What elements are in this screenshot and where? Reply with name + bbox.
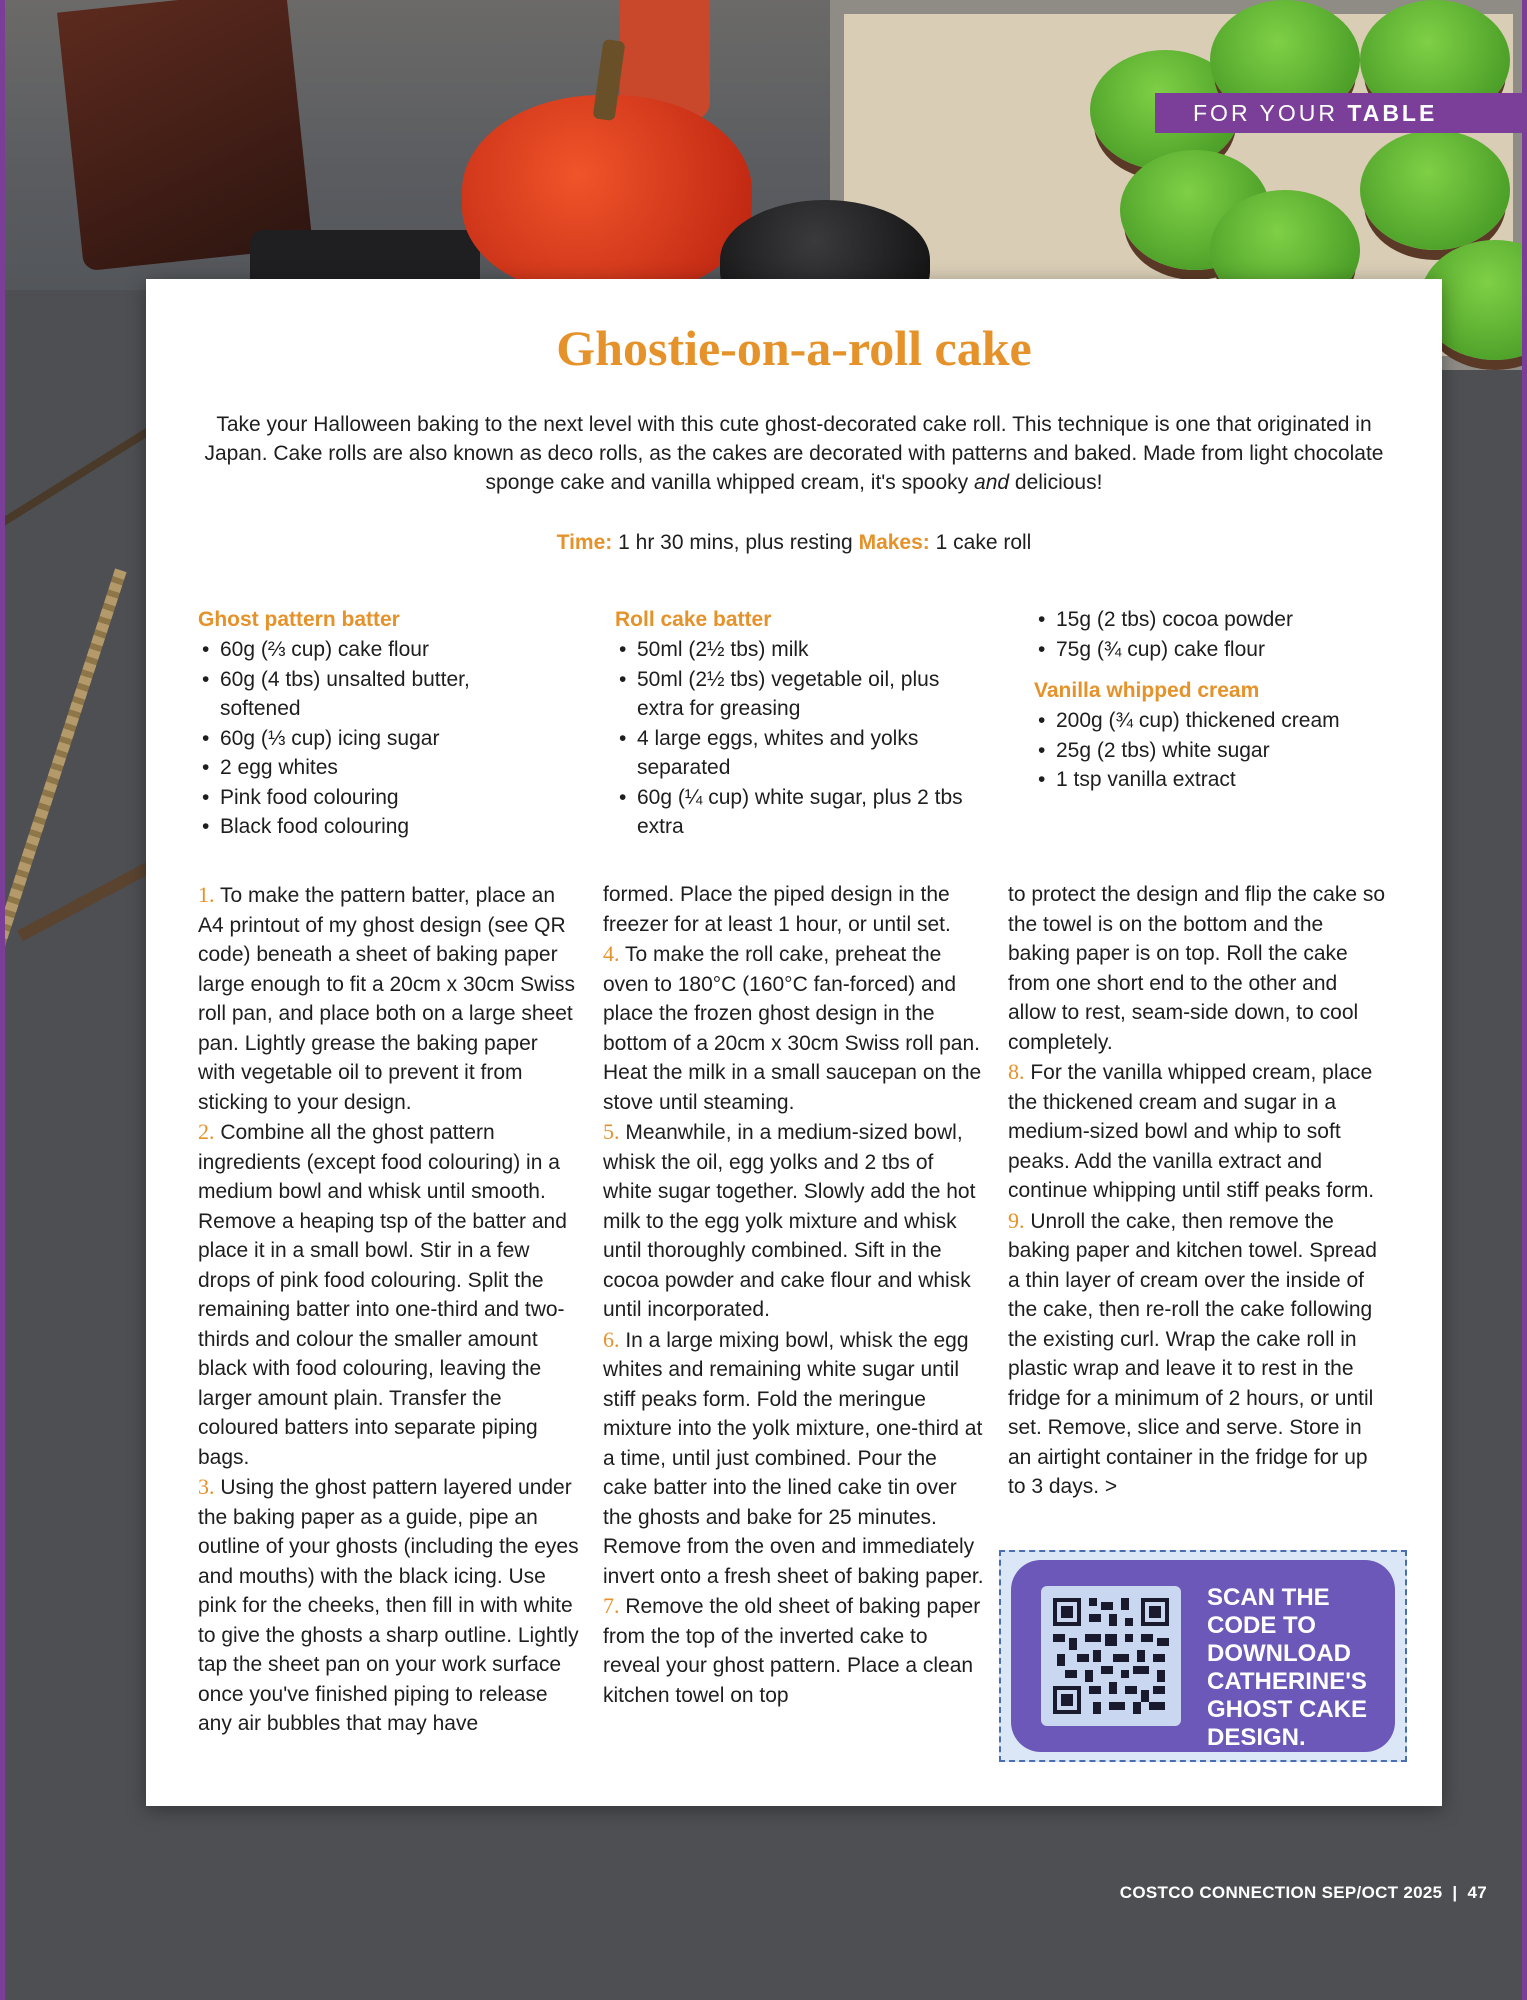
qr-text-line: DESIGN. [1207,1724,1306,1751]
qr-callout [999,1550,1407,1762]
intro-text: Take your Halloween baking to the next level with this cute ghost-decorated cake roll. This technique is one that originated in Japan. Cake rolls are also known as deco rolls, as the cakes are decorated with patterns and baked. Made from light chocolate sponge cake and vanilla whipped cream, it's spooky [204,413,1384,494]
step-number: 5. [603,1119,620,1144]
footer-separator: | [1452,1883,1458,1902]
page-number: 47 [1467,1883,1487,1902]
ingredient-item: • Black food colouring [198,812,528,842]
step-text: To make the pattern batter, place an A4 printout of my ghost design (see QR code) beneath a sheet of baking paper large enough to fit a 20cm x 30cm Swiss roll pan, and place both on a large sheet pan. Lightly grease the baking paper with vegetable oil to prevent it from sticking to your design. [198,884,576,1114]
ingredient-list-continued [1034,605,1394,664]
method-step [603,1591,985,1710]
method-step [603,1325,985,1592]
step-text: Unroll the cake, then remove the baking paper and kitchen towel. Spread a thin layer of cream over the inside of the cake, then re-roll the cake following the existing curl. Wrap the cake roll in plastic wrap and leave it to rest in the fridge for a minimum of 2 hours, or until set. Remove, slice and serve. Store in an airtight container in the fridge for up to 3 days. > [1008,1209,1377,1498]
method-step [603,880,985,939]
step-number: 3. [198,1474,215,1499]
recipe-title: Ghostie-on-a-roll cake [556,320,1032,376]
section-tab [1155,93,1527,133]
ingredient-list [1034,706,1394,795]
ingredient-item: • 50ml (2½ tbs) milk [615,635,975,665]
intro-emphasis: and [974,471,1010,494]
twig [17,856,164,942]
makes-value: 1 cake roll [935,531,1032,554]
qr-text-line: GHOST CAKE [1207,1696,1368,1723]
recipe-meta [146,531,1442,555]
page-edge [0,0,5,2000]
ingredient-list [615,635,975,842]
ingredient-heading: Ghost pattern batter [198,608,400,631]
green-cookie [1360,130,1510,250]
time-label: Time: [556,531,613,554]
ingredient-item: • 60g (⅓ cup) icing sugar [198,724,528,754]
ingredient-item: • 25g (2 tbs) white sugar [1034,736,1394,766]
step-number: 6. [603,1326,620,1352]
ingredients-col3 [1034,605,1394,795]
method-step [1008,880,1390,1057]
step-text: Combine all the ghost pattern ingredients (except food colouring) in a medium bowl and whisk until smooth. Remove a heaping tsp of the batter and place it in a small bowl. Stir in a few drops of pink food colouring. Split the remaining batter into one-third and two-thirds and colour the smaller amount black with food colouring, leaving the larger amount plain. Transfer the coloured batters into separate piping bags. [198,1121,567,1469]
page-edge [1522,0,1527,2000]
step-number: 1. [198,882,215,907]
qr-code-graphic [1053,1598,1169,1714]
qr-panel [1011,1560,1395,1752]
ingredient-item: • 1 tsp vanilla extract [1034,765,1394,795]
recipe-card [146,279,1442,1806]
ingredient-item: • 60g (¼ cup) white sugar, plus 2 tbs extra [615,783,975,842]
step-number: 2. [198,1119,215,1144]
step-text: Using the ghost pattern layered under the baking paper as a guide, pipe an outline of your ghosts (including the eyes and mouths) with the black icing. Use pink for the cheeks, then fill in with white to give the ghosts a sharp outline. Lightly tap the sheet pan on your work surface once you've finished piping to release any air bubbles that may have [198,1476,579,1735]
ingredient-item: • 4 large eggs, whites and yolks separated [615,724,975,783]
page-footer [1120,1883,1487,1903]
method-column-1 [198,880,580,1739]
section-tab-prefix: FOR YOUR [1193,100,1338,126]
method-step [198,1117,580,1472]
step-text: Remove the old sheet of baking paper from the top of the inverted cake to reveal your ghost pattern. Place a clean kitchen towel on top [603,1595,981,1707]
qr-text-line: CODE TO [1207,1612,1316,1639]
method-column-2 [603,880,985,1710]
step-text: For the vanilla whipped cream, place the thickened cream and sugar in a medium-sized bowl and whip to soft peaks. Add the vanilla extract and continue whipping until stiff peaks form. [1008,1061,1375,1202]
ingredients-ghost-pattern [198,605,528,842]
recipe-intro [196,410,1392,497]
time-value: 1 hr 30 mins, plus resting [618,531,853,554]
step-text: Meanwhile, in a medium-sized bowl, whisk the oil, egg yolks and 2 tbs of white sugar together. Slowly add the hot milk to the egg yolk mixture and whisk until thoroughly combined. Sift in the cocoa powder and cake flour and whisk until incorporated. [603,1121,976,1321]
step-number: 8. [1008,1059,1025,1084]
publication-name: COSTCO CONNECTION SEP/OCT 2025 [1119,1883,1443,1902]
step-text: to protect the design and flip the cake so the towel is on the bottom and the baking paper is on top. Roll the cake from one short end to the other and allow to rest, seam-side down, to cool completely. [1008,883,1386,1054]
makes-label: Makes: [858,531,930,554]
step-number: 7. [603,1593,620,1618]
ingredient-item: • 2 egg whites [198,753,528,783]
ingredient-heading: Roll cake batter [615,608,772,631]
qr-text-line: DOWNLOAD [1207,1640,1351,1667]
qr-instructions [1207,1584,1387,1752]
ingredient-item: • Pink food colouring [198,783,528,813]
ingredient-item: • 50ml (2½ tbs) vegetable oil, plus extra for greasing [615,665,975,724]
method-step [198,880,580,1117]
intro-text-end: delicious! [1009,471,1103,494]
method-step [1008,1206,1390,1502]
ingredient-item: • 200g (¾ cup) thickened cream [1034,706,1394,736]
step-number: 4. [603,941,620,966]
step-text: In a large mixing bowl, whisk the egg whites and remaining white sugar until stiff peaks form. Fold the meringue mixture into the yolk mixture, one-third at a time, until just combined. Pour the cake batter into the lined cake tin over the ghosts and bake for 25 minutes. Remove from the oven and immediately invert onto a fresh sheet of baking paper. [603,1328,984,1588]
qr-code-icon[interactable] [1041,1586,1181,1726]
step-text: formed. Place the piped design in the freezer for at least 1 hour, or until set. [603,883,951,936]
qr-text-line: SCAN THE [1207,1584,1330,1611]
ingredient-list [198,635,528,842]
method-step [198,1472,580,1739]
qr-text-line: CATHERINE'S [1207,1668,1367,1695]
ingredient-item: • 15g (2 tbs) cocoa powder [1034,605,1394,635]
method-step [1008,1057,1390,1206]
ingredient-heading: Vanilla whipped cream [1034,679,1260,702]
section-tab-emphasis: TABLE [1347,100,1438,126]
method-step [603,939,985,1117]
step-text: To make the roll cake, preheat the oven to 180°C (160°C fan-forced) and place the frozen ghost design in the bottom of a 20cm x 30cm Swiss roll pan. Heat the milk in a small saucepan on the stove until steaming. [603,943,982,1114]
method-column-3 [1008,880,1390,1502]
method-step [603,1117,985,1325]
ingredients-roll-cake [615,605,975,842]
step-number: 9. [1008,1207,1025,1233]
ingredient-item: • 60g (⅔ cup) cake flour [198,635,528,665]
red-pumpkin [462,95,752,295]
ingredient-item: • 60g (4 tbs) unsalted butter, softened [198,665,528,724]
ingredient-item: • 75g (¾ cup) cake flour [1034,635,1394,665]
